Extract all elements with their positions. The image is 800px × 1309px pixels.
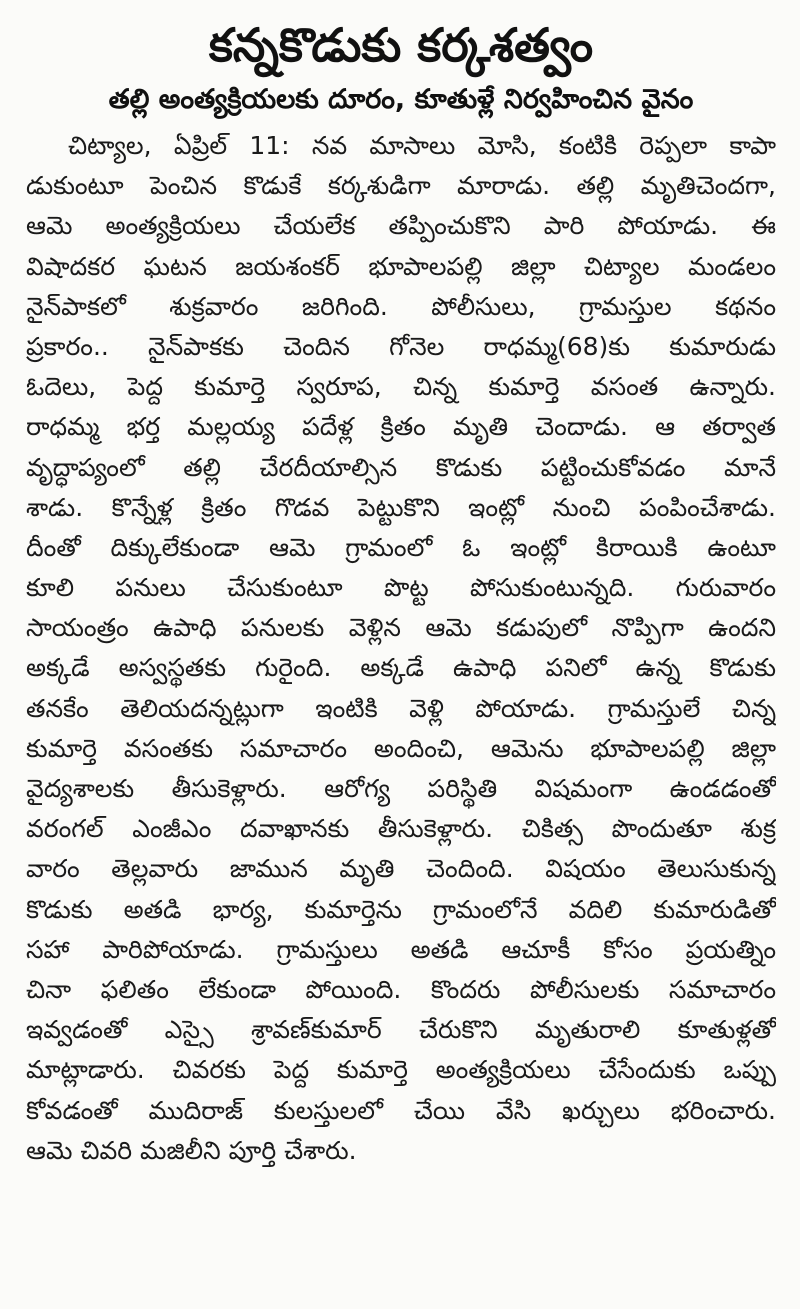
- headline: కన్నకొడుకు కర్కశత్వం: [208, 18, 594, 72]
- article-line: ఇవ్వడంతో ఎస్సై శ్రావణ్‌కుమార్ చేరుకొని మృతురాలి కూతుళ్లతో: [26, 1015, 776, 1045]
- article-line: ఆమె చివరి మజిలీని పూర్తి చేశారు.: [26, 1135, 357, 1165]
- article-line: వైద్యశాలకు తీసుకెళ్లారు. ఆరోగ్య పరిస్థితి విషమంగా ఉండడంతో: [26, 774, 776, 803]
- subheadline: తల్లి అంత్యక్రియలకు దూరం, కూతుళ్లే నిర్వహించిన వైనం: [108, 84, 694, 115]
- article-line: రాధమ్మ భర్త మల్లయ్య పదేళ్ల క్రితం మృతి చెందాడు. ఆ తర్వాత: [26, 412, 776, 442]
- article-line: సాయంత్రం ఉపాధి పనులకు వెళ్లిన ఆమె కడుపులో నొప్పిగా ఉందని: [26, 613, 776, 643]
- article-line: కొడుకు అతడి భార్య, కుమార్తెను గ్రామంలోనే వదిలి కుమారుడితో: [26, 894, 776, 924]
- article-line: డుకుంటూ పెంచిన కొడుకే కర్కశుడిగా మారాడు. తల్లి మృతిచెందగా,: [26, 171, 776, 201]
- article-line: మాట్లాడారు. చివరకు పెద్ద కుమార్తె అంత్యక్రియలు చేసేందుకు ఒప్పు: [26, 1055, 776, 1085]
- article-line: వృద్ధాప్యంలో తల్లి చేరదీయాల్సిన కొడుకు పట్టించుకోవడం మానే: [26, 452, 776, 482]
- article-line: శాడు. కొన్నేళ్ల క్రితం గొడవ పెట్టుకొని ఇంట్లో నుంచి పంపించేశాడు.: [26, 492, 776, 522]
- article-line: దీంతో దిక్కులేకుండా ఆమె గ్రామంలో ఓ ఇంట్లో కిరాయికి ఉంటూ: [26, 532, 776, 562]
- article-line: ఆమె అంత్యక్రియలు చేయలేక తప్పించుకొని పారి పోయాడు. ఈ: [26, 211, 776, 241]
- article-line: చిట్యాల, ఏప్రిల్ 11: నవ మాసాలు మోసి, కంటికి రెప్పలా కాపా: [68, 131, 776, 160]
- article-line: ఓదెలు, పెద్ద కుమార్తె స్వరూప, చిన్న కుమార్తె వసంత ఉన్నారు.: [26, 372, 776, 402]
- article-line: వారం తెల్లవారు జామున మృతి చెందింది. విషయం తెలుసుకున్న: [26, 854, 776, 884]
- article-line: నైన్‌పాకలో శుక్రవారం జరిగింది. పోలీసులు, గ్రామస్తుల కథనం: [26, 291, 776, 321]
- article-line: సహా పారిపోయాడు. గ్రామస్తులు అతడి ఆచూకీ కోసం ప్రయత్నిం: [26, 934, 776, 964]
- article-line: విషాదకర ఘటన జయశంకర్ భూపాలపల్లి జిల్లా చిట్యాల మండలం: [26, 251, 776, 281]
- article-line: ప్రకారం.. నైన్‌పాకకు చెందిన గోనెల రాధమ్మ(68)కు కుమారుడు: [26, 331, 776, 361]
- article-line: వరంగల్ ఎంజీఎం దవాఖానకు తీసుకెళ్లారు. చికిత్స పొందుతూ శుక్ర: [26, 814, 776, 844]
- article-line: కోవడంతో ముదిరాజ్ కులస్తులలో చేయి వేసి ఖర్చులు భరించారు.: [26, 1095, 776, 1125]
- article-line: కుమార్తె వసంతకు సమాచారం అందించి, ఆమెను భూపాలపల్లి జిల్లా: [26, 733, 776, 763]
- article-line: కూలి పనులు చేసుకుంటూ పొట్ట పోసుకుంటున్నది. గురువారం: [26, 573, 776, 603]
- article-line: తనకేం తెలియదన్నట్లుగా ఇంటికి వెళ్లి పోయాడు. గ్రామస్తులే చిన్న: [26, 693, 776, 723]
- article-line: అక్కడే అస్వస్థతకు గురైంది. అక్కడే ఉపాధి పనిలో ఉన్న కొడుకు: [26, 653, 776, 683]
- article-body: [26, 126, 776, 1171]
- article-line: చినా ఫలితం లేకుండా పోయింది. కొందరు పోలీసులకు సమాచారం: [26, 974, 776, 1004]
